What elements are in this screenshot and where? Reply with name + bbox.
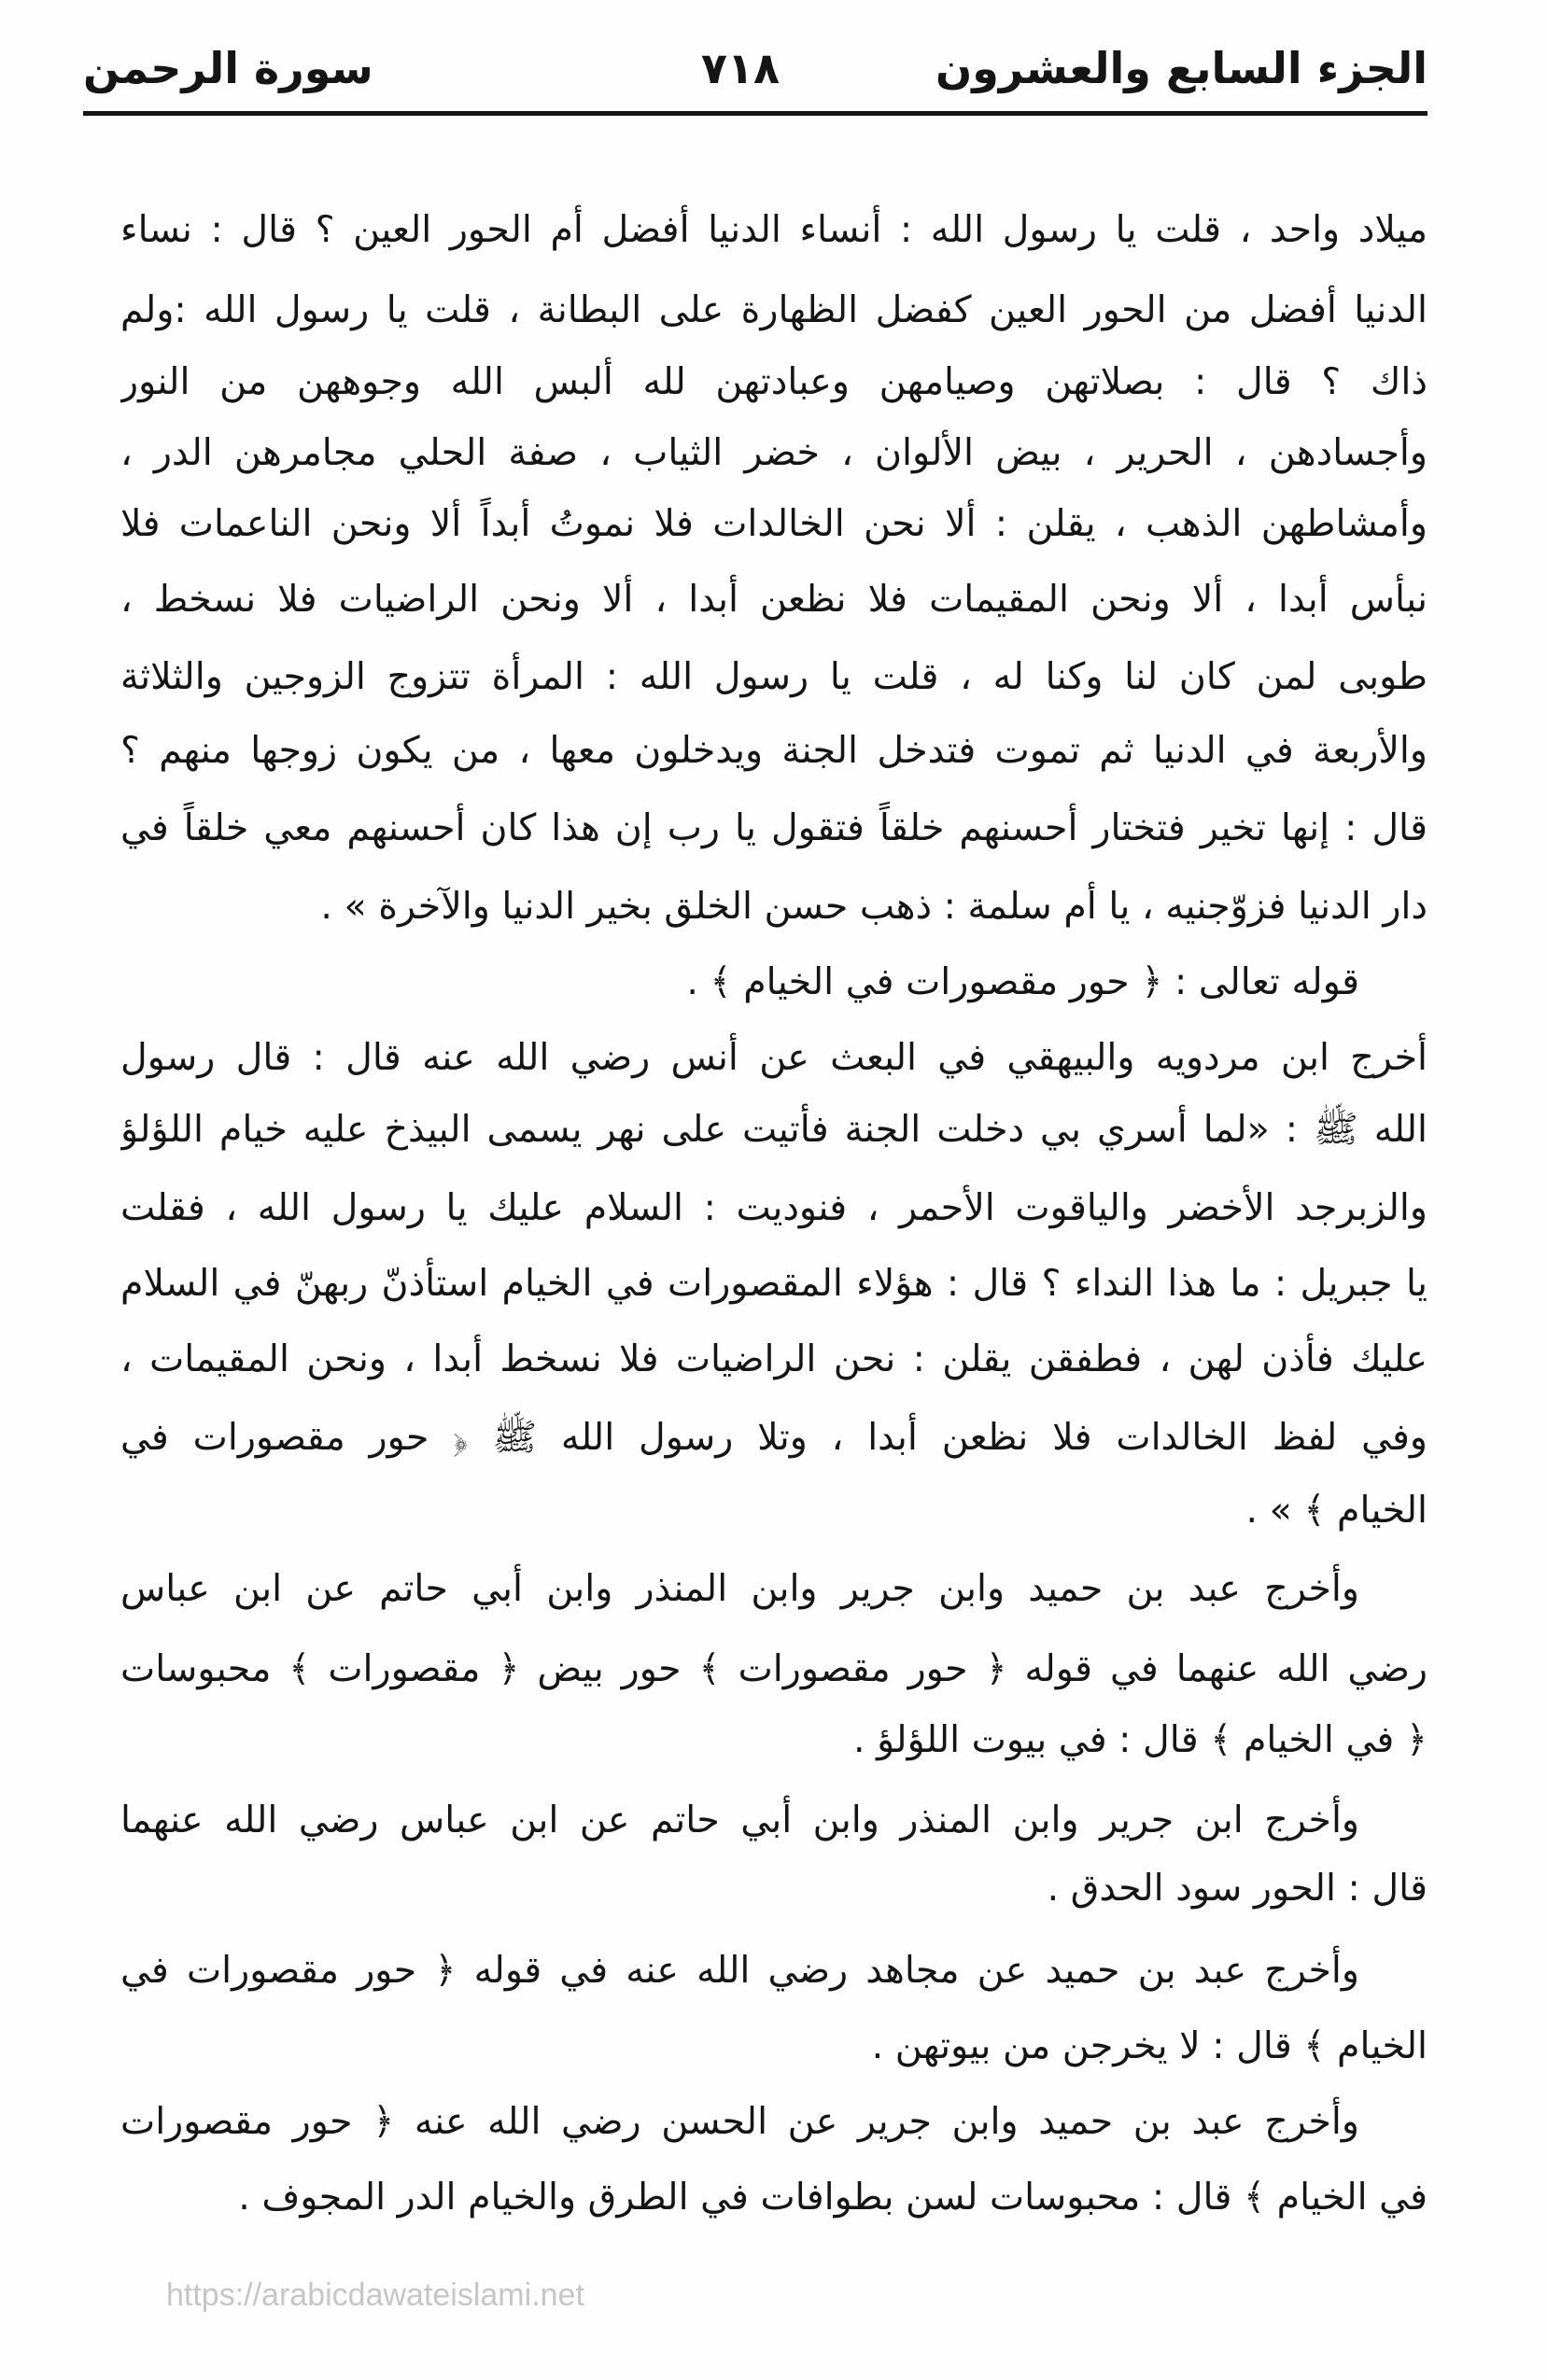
body-line: وأجسادهن ، الحرير ، بيض الألوان ، خضر الثياب ، صفة الحلي مجامرهن الدر ، [120, 431, 1427, 474]
body-line: وفي لفظ الخالدات فلا نظعن أبدا ، وتلا رسول الله ﷺ ﴿ حور مقصورات في [120, 1416, 1427, 1459]
body-line: والزبرجد الأخضر والياقوت الأحمر ، فنوديت : السلام عليك يا رسول الله ، فقلت [120, 1186, 1427, 1229]
body-line: رضي الله عنهما في قوله ﴿ حور مقصورات ﴾ حور بيض ﴿ مقصورات ﴾ محبوسات [120, 1647, 1427, 1690]
body-line: نبأس أبدا ، ألا ونحن المقيمات فلا نظعن أبدا ، ألا ونحن الراضيات فلا نسخط ، [120, 578, 1427, 621]
body-line: الخيام ﴾ قال : لا يخرجن من بيوتهن . [871, 2024, 1427, 2067]
body-line: ذاك ؟ قال : بصلاتهن وصيامهن وعبادتهن لله ألبس الله وجوههن من النور [120, 360, 1427, 403]
body-line: عليك فأذن لهن ، فطفقن يقلن : نحن الراضيات فلا نسخط أبدا ، ونحن المقيمات ، [120, 1337, 1427, 1380]
body-line: الخيام ﴾ » . [1245, 1489, 1427, 1532]
body-line: دار الدنيا فزوّجنيه ، يا أم سلمة : ذهب حسن الخلق بخير الدنيا والآخرة » . [320, 885, 1427, 928]
body-line: يا جبريل : ما هذا النداء ؟ قال : هؤلاء المقصورات في الخيام استأذنّ ربهنّ في السلام [120, 1262, 1427, 1305]
body-line: وأخرج ابن جرير وابن المنذر وابن أبي حاتم عن ابن عباس رضي الله عنهما [120, 1799, 1359, 1841]
body-line: ﴿ في الخيام ﴾ قال : في بيوت اللؤلؤ . [853, 1718, 1427, 1761]
body-line: والأربعة في الدنيا ثم تموت فتدخل الجنة ويدخلون معها ، من يكون زوجها منهم ؟ [120, 729, 1427, 772]
body-line: ميلاد واحد ، قلت يا رسول الله : أنساء الدنيا أفضل أم الحور العين ؟ قال : نساء [120, 208, 1427, 251]
watermark-url: https://arabicdawateislami.net [166, 2277, 584, 2313]
body-line: وأخرج عبد بن حميد وابن جرير وابن المنذر وابن أبي حاتم عن ابن عباس [120, 1567, 1359, 1610]
body-line: أخرج ابن مردويه والبيهقي في البعث عن أنس رضي الله عنه قال : قال رسول [120, 1036, 1427, 1079]
body-line: قال : الحور سود الحدق . [1047, 1867, 1427, 1910]
body-line: وأخرج عبد بن حميد عن مجاهد رضي الله عنه في قوله ﴿ حور مقصورات في [120, 1949, 1359, 1992]
body-line: طوبى لمن كان لنا وكنا له ، قلت يا رسول الله : المرأة تتزوج الزوجين والثلاثة [120, 655, 1427, 698]
body-line: الله ﷺ : «لما أسري بي دخلت الجنة فأتيت على نهر يسمى البيذخ عليه خيام اللؤلؤ [120, 1108, 1427, 1151]
body-line: وأمشاطهن الذهب ، يقلن : ألا نحن الخالدات فلا نموتُ أبداً ألا ونحن الناعمات فلا [120, 502, 1427, 545]
page-number: ٧١٨ [700, 43, 781, 93]
body-line: في الخيام ﴾ قال : محبوسات لسن بطوافات في الطرق والخيام الدر المجوف . [238, 2176, 1427, 2219]
part-heading: الجزء السابع والعشرون [935, 43, 1427, 93]
body-line: قوله تعالى : ﴿ حور مقصورات في الخيام ﴾ . [686, 960, 1359, 1003]
body-line: قال : إنها تخير فتختار أحسنهم خلقاً فتقول يا رب إن هذا كان أحسنهم معي خلقاً في [120, 806, 1427, 849]
body-line: الدنيا أفضل من الحور العين كفضل الظهارة على البطانة ، قلت يا رسول الله :ولم [120, 288, 1427, 331]
surah-heading: سورة الرحمن [83, 43, 373, 93]
body-line: وأخرج عبد بن حميد وابن جرير عن الحسن رضي الله عنه ﴿ حور مقصورات [120, 2100, 1359, 2143]
